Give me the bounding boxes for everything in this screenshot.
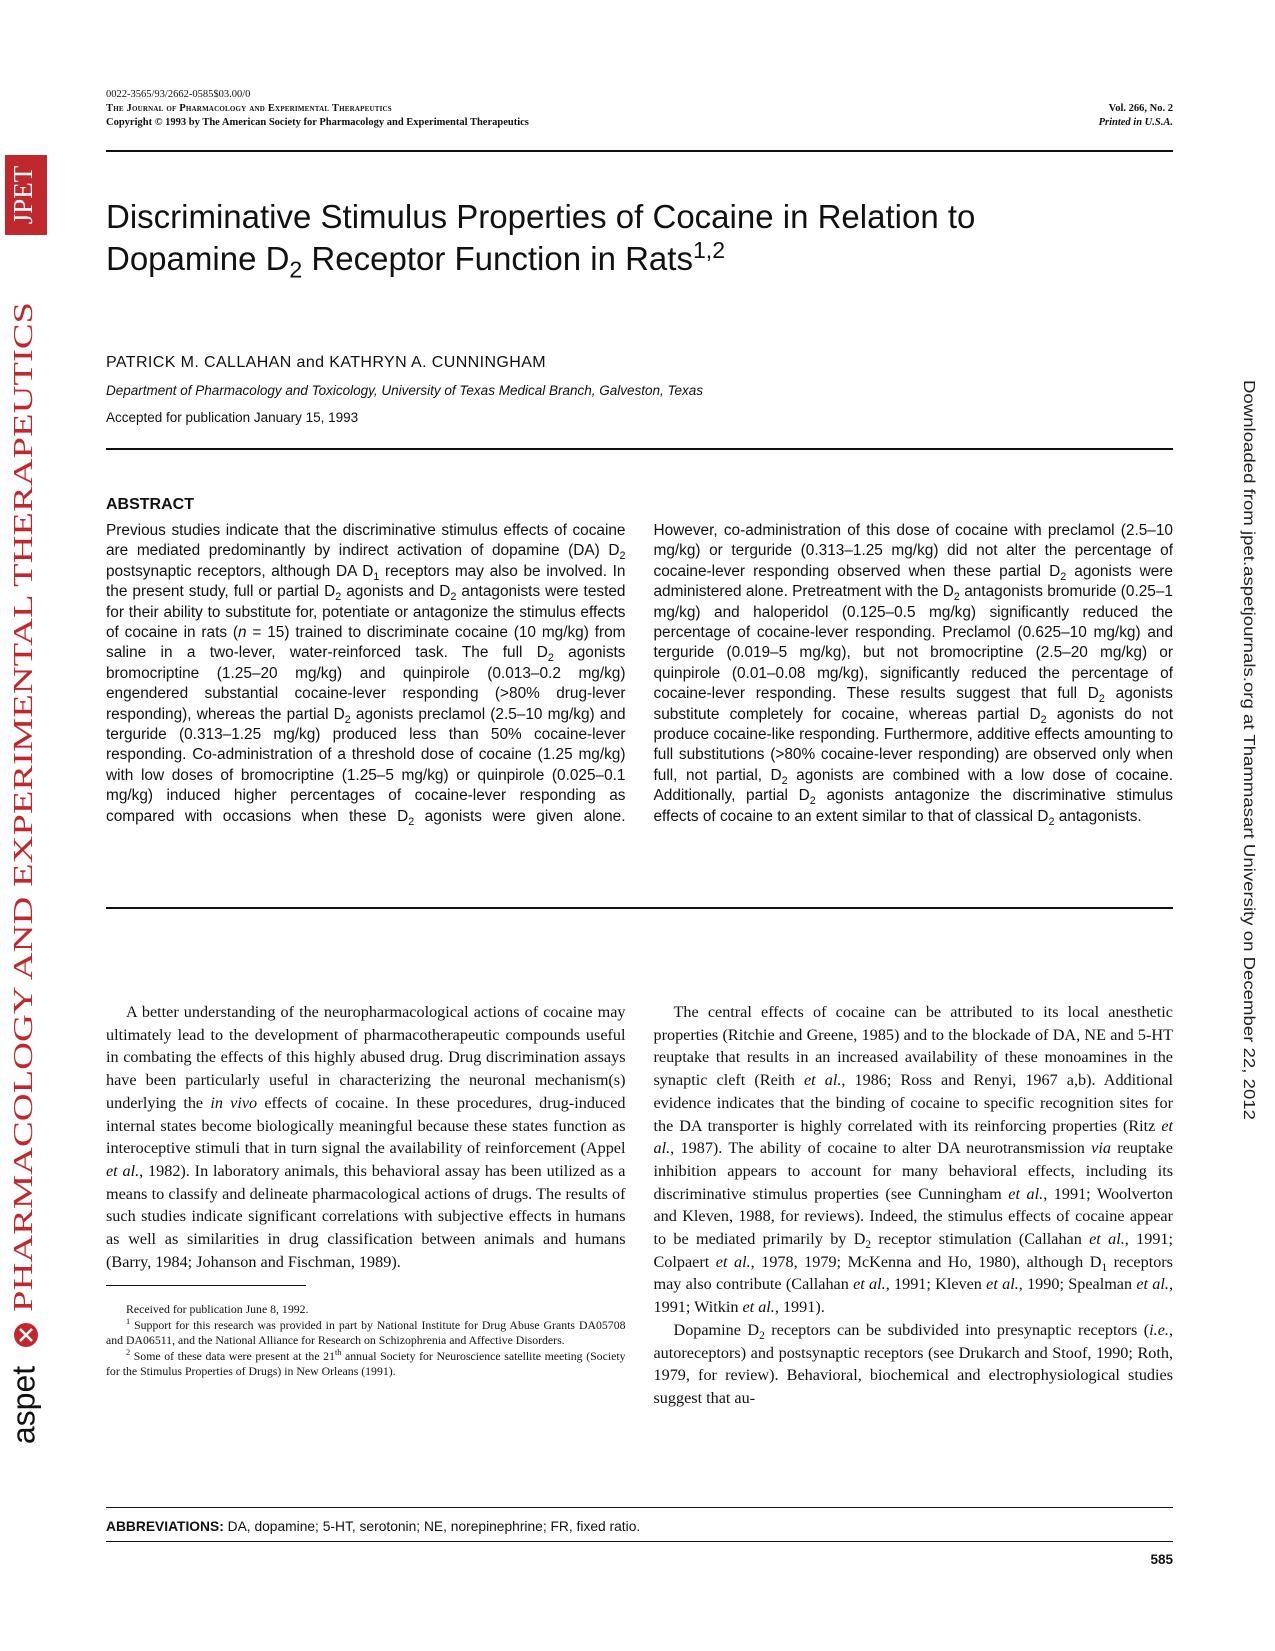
title-footnote-marks: 1,2 xyxy=(692,237,726,263)
aspet-logo-icon xyxy=(14,1323,38,1347)
jpet-text: JPET xyxy=(8,165,39,225)
abbreviations-top-rule xyxy=(106,1507,1173,1508)
abbreviations-text: DA, dopamine; 5-HT, serotonin; NE, norepinephrine; FR, fixed ratio. xyxy=(223,1519,641,1534)
title-text: Dopamine D xyxy=(106,240,290,277)
download-notice-text: Downloaded from jpet.aspetjournals.org at Thammasart University on December 22, 2012 xyxy=(1239,380,1257,997)
body-paragraph-1: A better understanding of the neuropharmacological actions of cocaine may ultimately lead to the development of pharmacotherapeutic compounds useful in combating the effects of this highly abused drug. Drug discrimination assays have been particularly useful in characterizing the neuronal mechanism(s) underlying the in vivo effects of cocaine. In these procedures, drug-induced internal states become biologically meaningful because these states function as interoceptive stimuli that in turn signal the availability of reinforcement (Appel et al., 1982). In laboratory animals, this behavioral assay has been utilized as a means to classify and delineate pharmacological actions of drugs. The results of such studies indicate significant correlations with subjective effects in humans as well as similarities in drug classification between animals and humans (Barry, 1984; Johanson and Fischman, 1989). xyxy=(106,1003,626,1271)
article-code: 0022-3565/93/2662-0585$03.00/0 xyxy=(106,89,251,100)
body-paragraph-2: The central effects of cocaine can be attributed to its local anesthetic properties (Ritchie and Greene, 1985) and to the blockade of DA, NE and 5-HT reuptake that results in an increased availability of these monoamines in the synaptic cleft (Reith et al., 1986; Ross and Renyi, 1967 a,b). Additional evidence indicates that the binding of cocaine to specific recognition sites for the DA transporter is highly correlated with its reinforcing properties (Ritz et al., 1987). The ability of cocaine to alter DA neurotransmission via reuptake inhibition appears to account for many behavioral effects, including its discriminative stimulus properties (see Cunningham et al., 1991; Woolverton and Kleven, 1988, for reviews). Indeed, the stimulus effects of cocaine appear to be mediated primarily by $D_2$ receptor stimulation (Callahan et al., 1991; Colpaert et al., 1978, 1979; McKenna and Ho, 1980), although $D_1$ receptors may also contribute (Callahan et al., 1991; Kleven et al., 1990; Spealman et al., 1991; Witkin et al., 1991). xyxy=(653,1003,1174,1317)
title-subscript: 2 xyxy=(289,256,303,283)
article-body xyxy=(106,1001,1173,1473)
journal-name-vertical: PHARMACOLOGY AND EXPERIMENTAL THERAPEUTICS xyxy=(8,604,39,1312)
accepted-date: Accepted for publication January 15, 1993 xyxy=(106,410,359,425)
printed-in: Printed in U.S.A. xyxy=(1098,117,1173,128)
copyright: Copyright © 1993 by The American Society for Pharmacology and Experimental Therapeutics xyxy=(106,117,529,128)
page-number: 585 xyxy=(1150,1552,1173,1567)
title-line-2 xyxy=(106,237,1166,283)
abstract-bottom-rule xyxy=(106,907,1173,909)
abstract-heading: ABSTRACT xyxy=(106,496,194,513)
title-text: Receptor Function in Rats xyxy=(302,240,693,277)
article-title xyxy=(106,196,1166,283)
department: Department of Pharmacology and Toxicology, University of Texas Medical Branch, Galveston, Texas xyxy=(106,383,704,398)
journal-sidebar xyxy=(3,155,51,1485)
footnotes xyxy=(106,1302,626,1380)
journal-header xyxy=(106,88,529,130)
abbreviations-bottom-rule xyxy=(106,1541,1173,1542)
body-paragraph-3: Dopamine $D_2$ receptors can be subdivided into presynaptic receptors (i.e., autoreceptors) and postsynaptic receptors (see Drukarch and Stoof, 1990; Roth, 1979, for review). Behavioral, biochemical and electrophysiological studies suggest that au- xyxy=(653,1320,1173,1407)
download-notice xyxy=(1230,300,1266,1200)
aspet-text: aspet xyxy=(5,1365,42,1445)
abbreviations-label: ABBREVIATIONS: xyxy=(106,1519,224,1534)
authors: PATRICK M. CALLAHAN and KATHRYN A. CUNNINGHAM xyxy=(106,354,547,371)
footnote-rule xyxy=(106,1285,306,1286)
footnote-1: $^1$ Support for this research was provided in part by National Institute for Drug Abuse Grants DA05708 and DA06511, and the National Alliance for Research on Schizophrenia and Affective Disorders. xyxy=(106,1317,626,1348)
abstract-text: Previous studies indicate that the discriminative stimulus effects of cocaine are mediated predominantly by indirect activation of dopamine (DA) $D_2$ postsynaptic receptors, although DA $D_1$ receptors may also be involved. In the present study, full or partial $D_2$ agonists and $D_2$ antagonists were tested for their ability to substitute for, potentiate or antagonize the stimulus effects of cocaine in rats (n = 15) trained to discriminate cocaine (10 mg/kg) from saline in a two-lever, water-reinforced task. The full $D_2$ agonists bromocriptine (1.25–20 mg/kg) and quinpirole (0.013–0.2 mg/kg) engendered substantial cocaine-lever responding (>80% drug-lever responding), whereas the partial $D_2$ agonists preclamol (2.5–10 mg/kg) and terguride (0.313–1.25 mg/kg) produced less than 50% cocaine-lever responding. Co-administration of a threshold dose of cocaine (1.25 mg/kg) with low doses of bromocriptine (1.25–5 mg/kg) or quinpirole (0.025–0.1 mg/kg) induced higher percentages of cocaine-lever responding as compared with occasions when these $D_2$ agonists were given alone. However, co-administration of this dose of cocaine with preclamol (2.5–10 mg/kg) or terguride (0.313–1.25 mg/kg) did not alter the percentage of cocaine-lever responding observed when these partial $D_2$ agonists were administered alone. Pretreatment with the $D_2$ antagonists bromuride (0.25–1 mg/kg) and haloperidol (0.125–0.5 mg/kg) significantly reduced the percentage of cocaine-lever responding. Preclamol (0.625–10 mg/kg) and terguride (0.019–5 mg/kg), but not bromocriptine (2.5–20 mg/kg) or quinpirole (0.01–0.08 mg/kg), significantly reduced the percentage of cocaine-lever responding. These results suggest that full $D_2$ agonists substitute completely for cocaine, whereas partial $D_2$ agonists do not produce cocaine-like responding. Furthermore, additive effects amounting to full substitutions (>80% cocaine-lever responding) are observed only when full, not partial, $D_2$ agonists are combined with a low dose of cocaine. Additionally, partial $D_2$ agonists antagonize the discriminative stimulus effects of cocaine to an extent similar to that of classical $D_2$ antagonists. xyxy=(106,522,1174,828)
footnote-2: $^2$ Some of these data were present at the 21th annual Society for Neuroscience satellite meeting (Society for the Stimulus Properties of Drugs) in New Orleans (1991). xyxy=(106,1348,626,1379)
header-rule xyxy=(106,150,1173,152)
volume-info xyxy=(1099,102,1173,130)
abstract-top-rule xyxy=(106,448,1173,450)
journal-name: The Journal of Pharmacology and Experimental Therapeutics xyxy=(106,103,392,114)
footnote-received: Received for publication June 8, 1992. xyxy=(126,1302,309,1317)
abbreviations xyxy=(106,1519,640,1534)
volume: Vol. 266, No. 2 xyxy=(1108,103,1173,114)
title-line-1: Discriminative Stimulus Properties of Cocaine in Relation to xyxy=(106,198,976,235)
